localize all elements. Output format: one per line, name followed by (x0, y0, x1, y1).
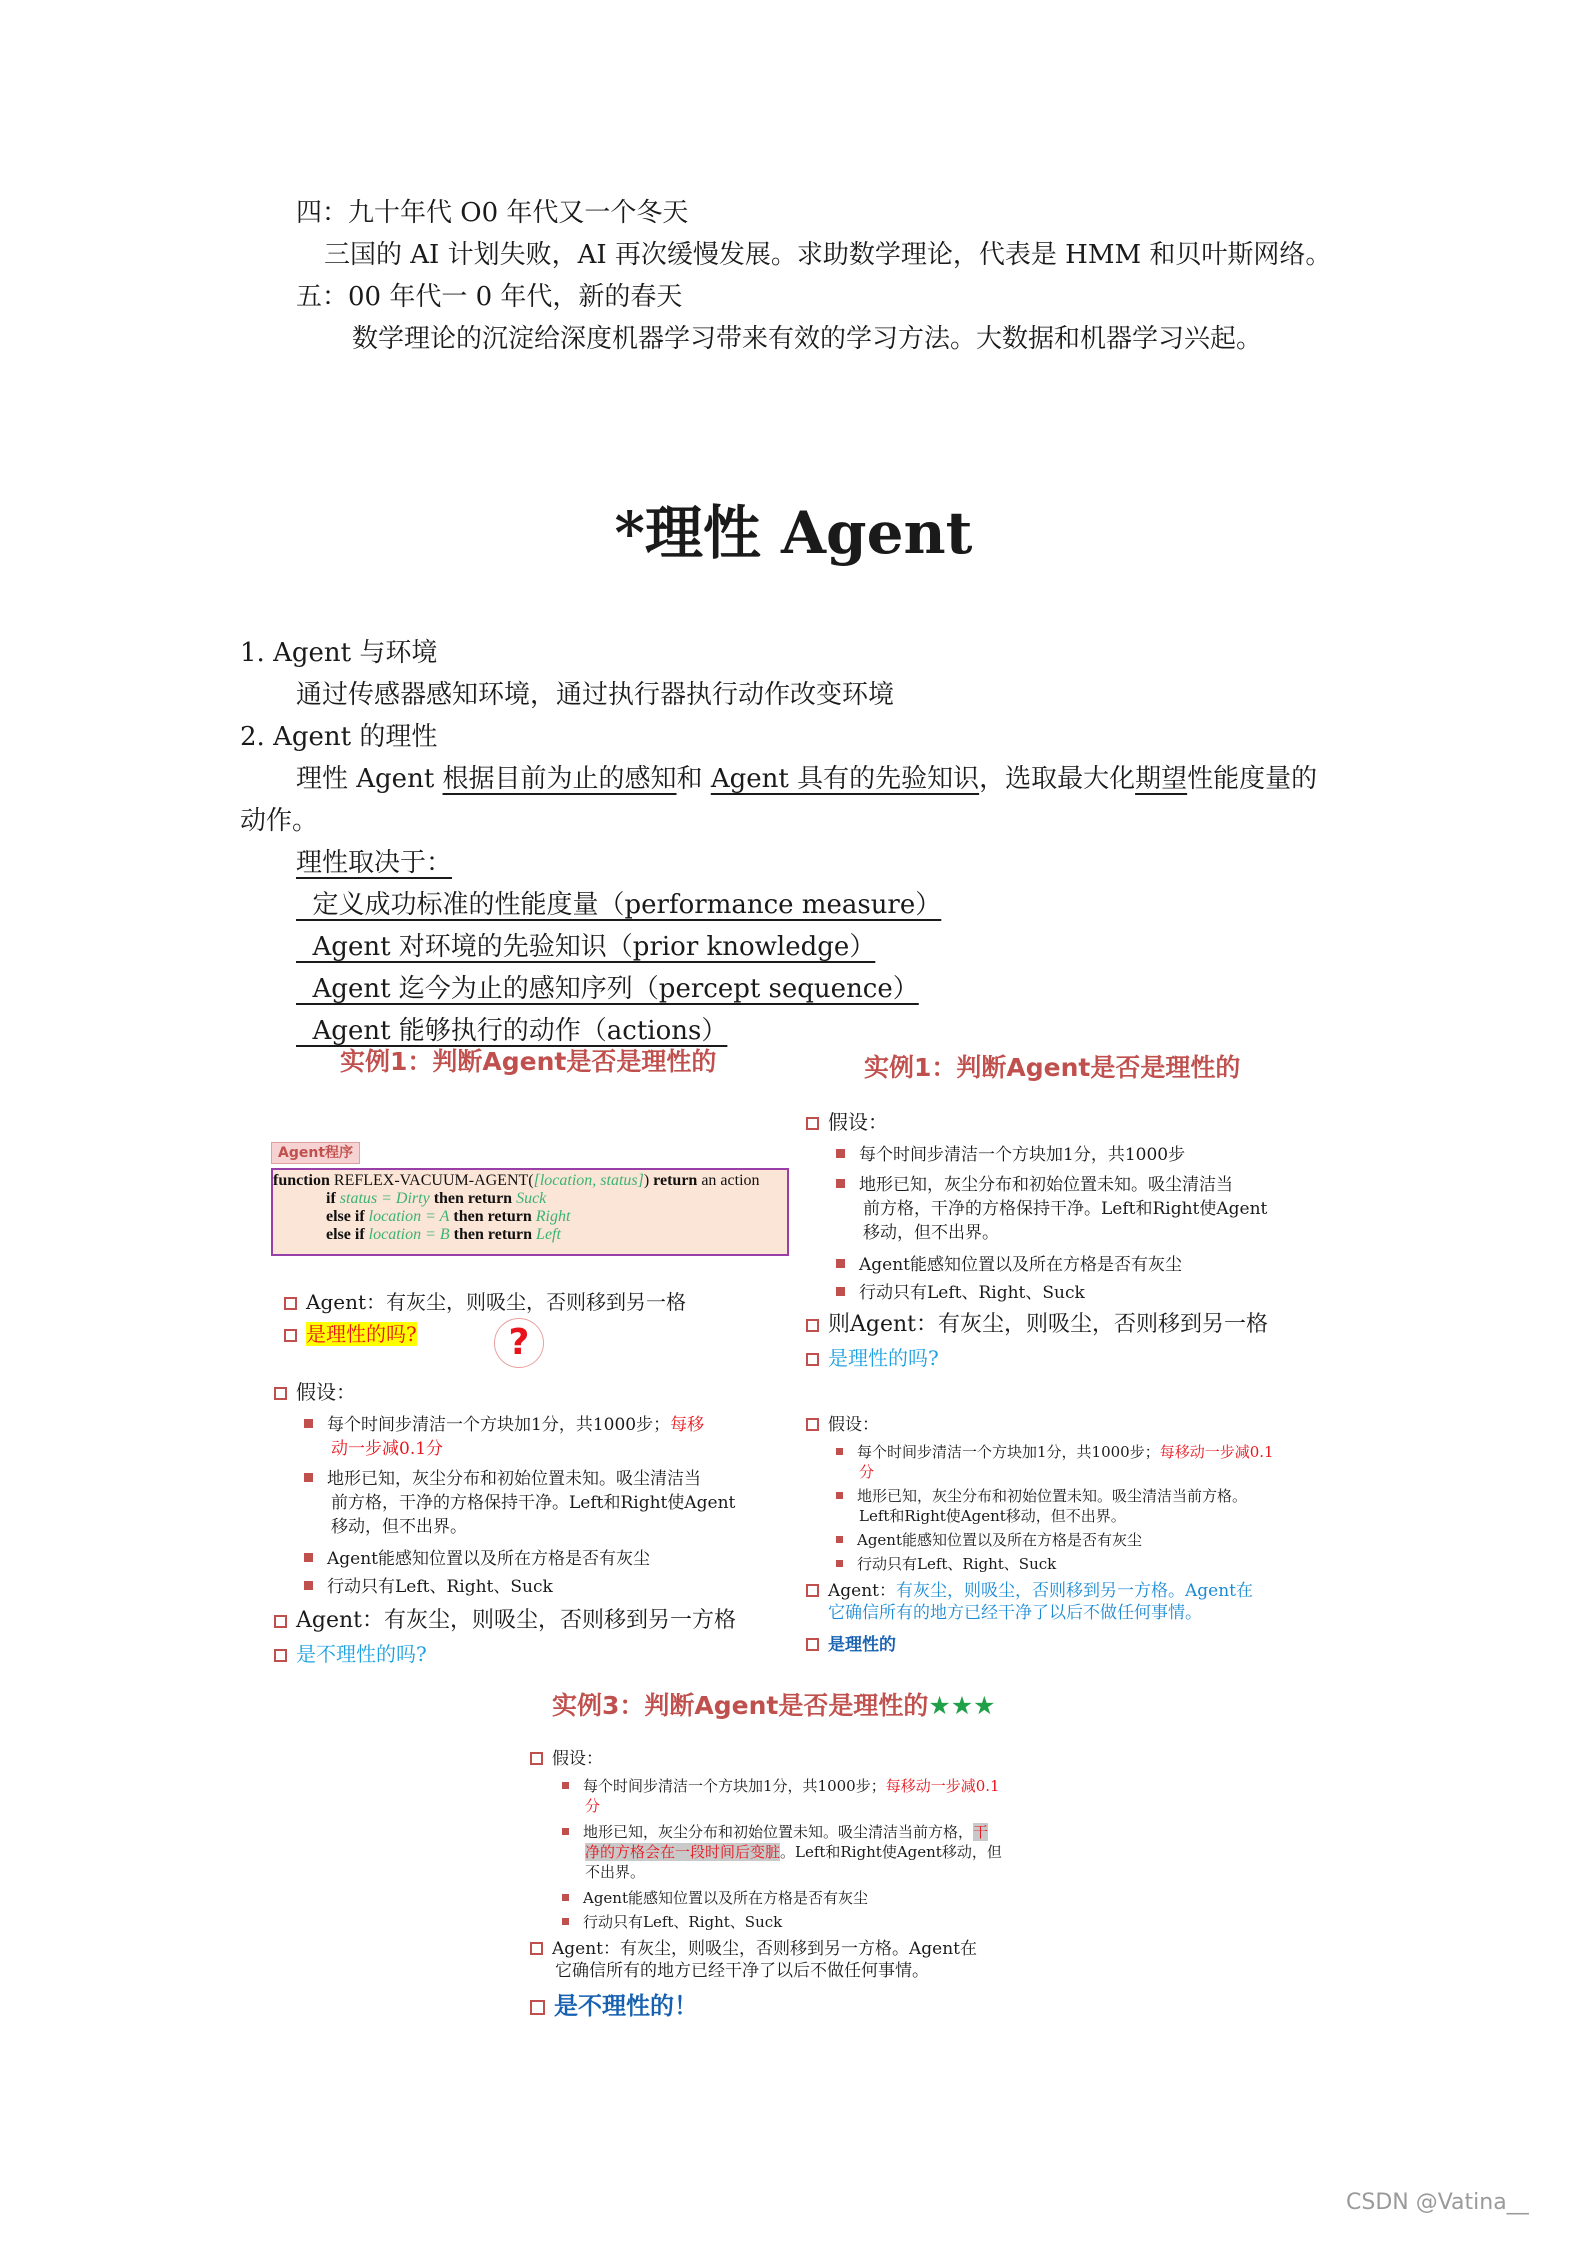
example-1-left-title: 实例1：判断Agent是否是理性的 (340, 1047, 717, 1076)
ex3-bullet-2-l2 (585, 1842, 1002, 1862)
bullet-text: Agent能感知位置以及所在方格是否有灰尘 (857, 1531, 1143, 1549)
bullet-text-red: 每移 (670, 1415, 705, 1435)
checkbox-square-icon (284, 1297, 297, 1310)
answer-text: 是理性的 (828, 1635, 896, 1655)
section-2-paragraph-end: 动作。 (240, 806, 319, 836)
bullet-icon (836, 1448, 843, 1455)
bullet-icon (304, 1553, 313, 1562)
bullet-icon (836, 1287, 845, 1296)
question-mark-icon (494, 1318, 544, 1368)
bullet-icon (562, 1782, 569, 1789)
rule-text: Agent：有灰尘，则吸尘，否则移到另一方格 (296, 1608, 737, 1633)
code-text: = (421, 1208, 440, 1225)
code-text: REFLEX-VACUUM-AGENT( (333, 1172, 534, 1189)
bullet-text: 行动只有Left、Right、Suck (857, 1555, 1057, 1573)
example-1-right-title: 实例1：判断Agent是否是理性的 (864, 1053, 1241, 1082)
ex-lr-bullet-3 (836, 1530, 1142, 1550)
ex-lr-bullet-2-l2: Left和Right使Agent移动，但不出界。 (859, 1507, 1126, 1525)
checkbox-square-icon (530, 1942, 543, 1955)
bullet-text: Agent能感知位置以及所在方格是否有灰尘 (859, 1255, 1182, 1275)
ex-lr-rule-cont: 它确信所有的地方已经干净了以后不做任何事情。 (828, 1603, 1202, 1623)
code-var: status (339, 1190, 378, 1207)
bullet-icon (562, 1894, 569, 1901)
bullet-text: 行动只有Left、Right、Suck (327, 1577, 553, 1597)
ex3-bullet-3 (562, 1888, 868, 1908)
bullet-text: 地形已知，灰尘分布和初始位置未知。吸尘清洁当 (859, 1175, 1233, 1195)
bullet-text: 。Left和Right使Agent移动，但 (780, 1843, 1002, 1861)
ex-lr-bullet-1 (836, 1442, 1274, 1462)
checkbox-square-icon (530, 2000, 545, 2015)
code-var: location (368, 1226, 422, 1243)
bullet-icon (836, 1492, 843, 1499)
ex1-right-bullet-2 (836, 1174, 1233, 1196)
bullet-text: 每个时间步清洁一个方块加1分，共1000步； (327, 1415, 671, 1435)
code-text: = (421, 1226, 440, 1243)
checkbox-square-icon (274, 1615, 287, 1628)
checkbox-square-icon (274, 1649, 287, 1662)
checkbox-square-icon (806, 1117, 819, 1130)
code-value: B (439, 1226, 450, 1243)
checkbox-square-icon (806, 1584, 819, 1597)
code-value: Suck (516, 1190, 547, 1207)
bullet-text: 每个时间步清洁一个方块加1分，共1000步； (857, 1443, 1160, 1461)
ex3-bullet-2 (562, 1822, 988, 1842)
ex-lr-rule (806, 1580, 1253, 1602)
ex-ll-assume (274, 1380, 356, 1405)
ex1-right-bullet-2-l3: 移动，但不出界。 (863, 1223, 999, 1243)
checkbox-square-icon (284, 1329, 297, 1342)
section-four-text: 三国的 AI 计划失败，AI 再次缓慢发展。求助数学理论，代表是 HMM 和贝叶斯网络。 (324, 240, 1332, 270)
section-2-paragraph (296, 762, 1317, 796)
code-keyword: then return (429, 1190, 517, 1207)
bullet-text: 行动只有Left、Right、Suck (859, 1283, 1085, 1303)
question-text: 是理性的吗? (828, 1346, 939, 1370)
bullet-icon (304, 1473, 313, 1482)
code-text: an action (697, 1172, 760, 1189)
code-keyword: else if (326, 1226, 369, 1243)
ex1-right-bullet-4 (836, 1282, 1085, 1304)
ex-lr-bullet-2 (836, 1486, 1247, 1506)
ex-ll-bullet-2-l2: 前方格，干净的方格保持干净。Left和Right使Agent (331, 1493, 736, 1513)
code-keyword: return (653, 1172, 698, 1189)
section-1-text: 通过传感器感知环境，通过执行器执行动作改变环境 (296, 680, 895, 710)
ex3-bullet-1 (562, 1776, 1000, 1796)
assume-label: 假设： (828, 1415, 879, 1435)
depends-item: Agent 对环境的先验知识（prior knowledge） (296, 932, 876, 962)
rule-text: 则Agent：有灰尘，则吸尘，否则移到另一格 (828, 1312, 1269, 1337)
bullet-text-highlight: 净的方格会在一段时间后变脏 (585, 1843, 781, 1861)
text: 性能度量的 (1187, 764, 1318, 794)
code-keyword: then return (449, 1208, 536, 1225)
ex1-right-bullet-2-l2: 前方格，干净的方格保持干净。Left和Right使Agent (863, 1199, 1268, 1219)
depends-item: Agent 迄今为止的感知序列（percept sequence） (296, 974, 919, 1004)
code-value: Right (535, 1208, 571, 1225)
depends-title: 理性取决于： (296, 848, 453, 878)
section-four-heading: 四：九十年代 O0 年代又一个冬天 (296, 198, 689, 228)
rule-text: Agent：有灰尘，则吸尘，否则移到另一方格。Agent在 (552, 1939, 977, 1959)
answer-text: 是不理性的！ (554, 1991, 698, 2020)
code-value: Left (536, 1226, 561, 1243)
ex-ll-question (274, 1642, 427, 1667)
ex1-right-rule (806, 1312, 1268, 1337)
assume-label: 假设： (828, 1110, 888, 1134)
section-2-heading: 2. Agent 的理性 (240, 722, 438, 752)
ex1-left-rule (284, 1290, 686, 1315)
question-text: 是不理性的吗? (296, 1642, 427, 1666)
ex3-bullet-2-l3: 不出界。 (585, 1863, 646, 1881)
ex3-assume (530, 1748, 603, 1770)
checkbox-square-icon (806, 1353, 819, 1366)
code-value: A (439, 1208, 450, 1225)
depends-item: Agent 能够执行的动作（actions） (296, 1016, 728, 1046)
depends-item: 定义成功标准的性能度量（performance measure） (296, 890, 942, 920)
underlined-text: Agent 具有的先验知识 (710, 764, 980, 794)
code-keyword: if (326, 1190, 340, 1207)
bullet-text: 地形已知，灰尘分布和初始位置未知。吸尘清洁当前方格， (583, 1823, 974, 1841)
bullet-icon (836, 1149, 845, 1158)
text: 和 (676, 764, 711, 794)
checkbox-square-icon (806, 1418, 819, 1431)
example-3-title-text: 实例3：判断Agent是否是理性的 (552, 1691, 929, 1720)
bullet-icon (836, 1179, 845, 1188)
code-line-4 (326, 1226, 561, 1244)
code-keyword: function (273, 1172, 334, 1189)
bullet-text: 行动只有Left、Right、Suck (583, 1913, 783, 1931)
code-text: = (377, 1190, 396, 1207)
code-value: Dirty (395, 1190, 430, 1207)
code-line-2 (326, 1190, 546, 1208)
code-var: location (368, 1208, 422, 1225)
assume-label: 假设： (552, 1749, 603, 1769)
ex3-rule (530, 1938, 977, 1960)
bullet-icon (562, 1828, 569, 1835)
bullet-text-red: 每移动一步减0.1 (885, 1777, 1000, 1795)
underlined-text: 根据目前为止的感知 (442, 764, 677, 794)
ex-ll-bullet-3 (304, 1548, 650, 1570)
ex1-right-bullet-1 (836, 1144, 1185, 1166)
ex3-answer (530, 1990, 698, 2022)
bullet-text: 地形已知，灰尘分布和初始位置未知。吸尘清洁当前方格。 (857, 1487, 1248, 1505)
ex-lr-bullet-1-cont: 分 (859, 1463, 875, 1481)
ex-lr-bullet-4 (836, 1554, 1056, 1574)
bullet-text: 每个时间步清洁一个方块加1分，共1000步 (859, 1145, 1186, 1165)
checkbox-square-icon (806, 1638, 819, 1651)
ex-ll-bullet-4 (304, 1576, 553, 1598)
bullet-text: Agent能感知位置以及所在方格是否有灰尘 (583, 1889, 869, 1907)
code-line-1 (273, 1172, 760, 1190)
underlined-text: 期望 (1135, 764, 1188, 794)
highlighted-question: 是理性的吗? (306, 1322, 417, 1346)
code-var: [location, status] (533, 1172, 644, 1189)
checkbox-square-icon (806, 1319, 819, 1332)
question-mark-glyph: ? (508, 1322, 530, 1363)
section-five-text: 数学理论的沉淀给深度机器学习带来有效的学习方法。大数据和机器学习兴起。 (352, 324, 1263, 354)
star-icon: ★★★ (928, 1691, 996, 1720)
code-keyword: else if (326, 1208, 369, 1225)
checkbox-square-icon (530, 1752, 543, 1765)
bullet-icon (304, 1581, 313, 1590)
text: 理性 Agent (296, 764, 443, 794)
ex-lr-answer (806, 1634, 896, 1656)
code-keyword: then return (449, 1226, 537, 1243)
bullet-text-red: 每移动一步减0.1 (1159, 1443, 1274, 1461)
bullet-text: Agent能感知位置以及所在方格是否有灰尘 (327, 1549, 650, 1569)
rule-prefix: Agent： (828, 1581, 896, 1601)
ex1-right-assume (806, 1110, 888, 1135)
assume-label: 假设： (296, 1380, 356, 1404)
text: ，选取最大化 (979, 764, 1136, 794)
ex3-rule-cont: 它确信所有的地方已经干净了以后不做任何事情。 (555, 1961, 929, 1981)
bullet-text: 每个时间步清洁一个方块加1分，共1000步； (583, 1777, 886, 1795)
bullet-icon (304, 1419, 313, 1428)
ex-ll-bullet-1-cont: 动一步减0.1分 (331, 1439, 444, 1459)
ex-ll-bullet-1 (304, 1414, 704, 1436)
ex3-bullet-4 (562, 1912, 782, 1932)
section-1-heading: 1. Agent 与环境 (240, 638, 438, 668)
ex3-bullet-1-cont: 分 (585, 1797, 601, 1815)
bullet-text: 地形已知，灰尘分布和初始位置未知。吸尘清洁当 (327, 1469, 701, 1489)
code-text: ) (643, 1172, 654, 1189)
ex-ll-bullet-2 (304, 1468, 701, 1490)
rule-text: Agent：有灰尘，则吸尘，否则移到另一格 (306, 1290, 686, 1314)
ex1-right-bullet-3 (836, 1254, 1182, 1276)
page-title: *理性 Agent (614, 499, 973, 567)
ex1-right-question (806, 1346, 939, 1371)
bullet-text-highlight: 干 (973, 1823, 989, 1841)
ex-lr-assume (806, 1414, 879, 1436)
agent-program-label: Agent程序 (271, 1142, 360, 1164)
checkbox-square-icon (274, 1387, 287, 1400)
csdn-watermark: CSDN @Vatina__ (1346, 2190, 1529, 2215)
ex-ll-bullet-2-l3: 移动，但不出界。 (331, 1517, 467, 1537)
bullet-icon (836, 1536, 843, 1543)
bullet-icon (836, 1560, 843, 1567)
example-3-title (552, 1690, 996, 1722)
section-five-heading: 五：00 年代一 0 年代，新的春天 (296, 282, 683, 312)
code-line-3 (326, 1208, 570, 1226)
bullet-icon (562, 1918, 569, 1925)
bullet-icon (836, 1259, 845, 1268)
rule-text-blue: 有灰尘，则吸尘，否则移到另一方格。Agent在 (896, 1581, 1253, 1601)
ex1-left-question (284, 1322, 417, 1347)
ex-ll-rule (274, 1608, 736, 1633)
